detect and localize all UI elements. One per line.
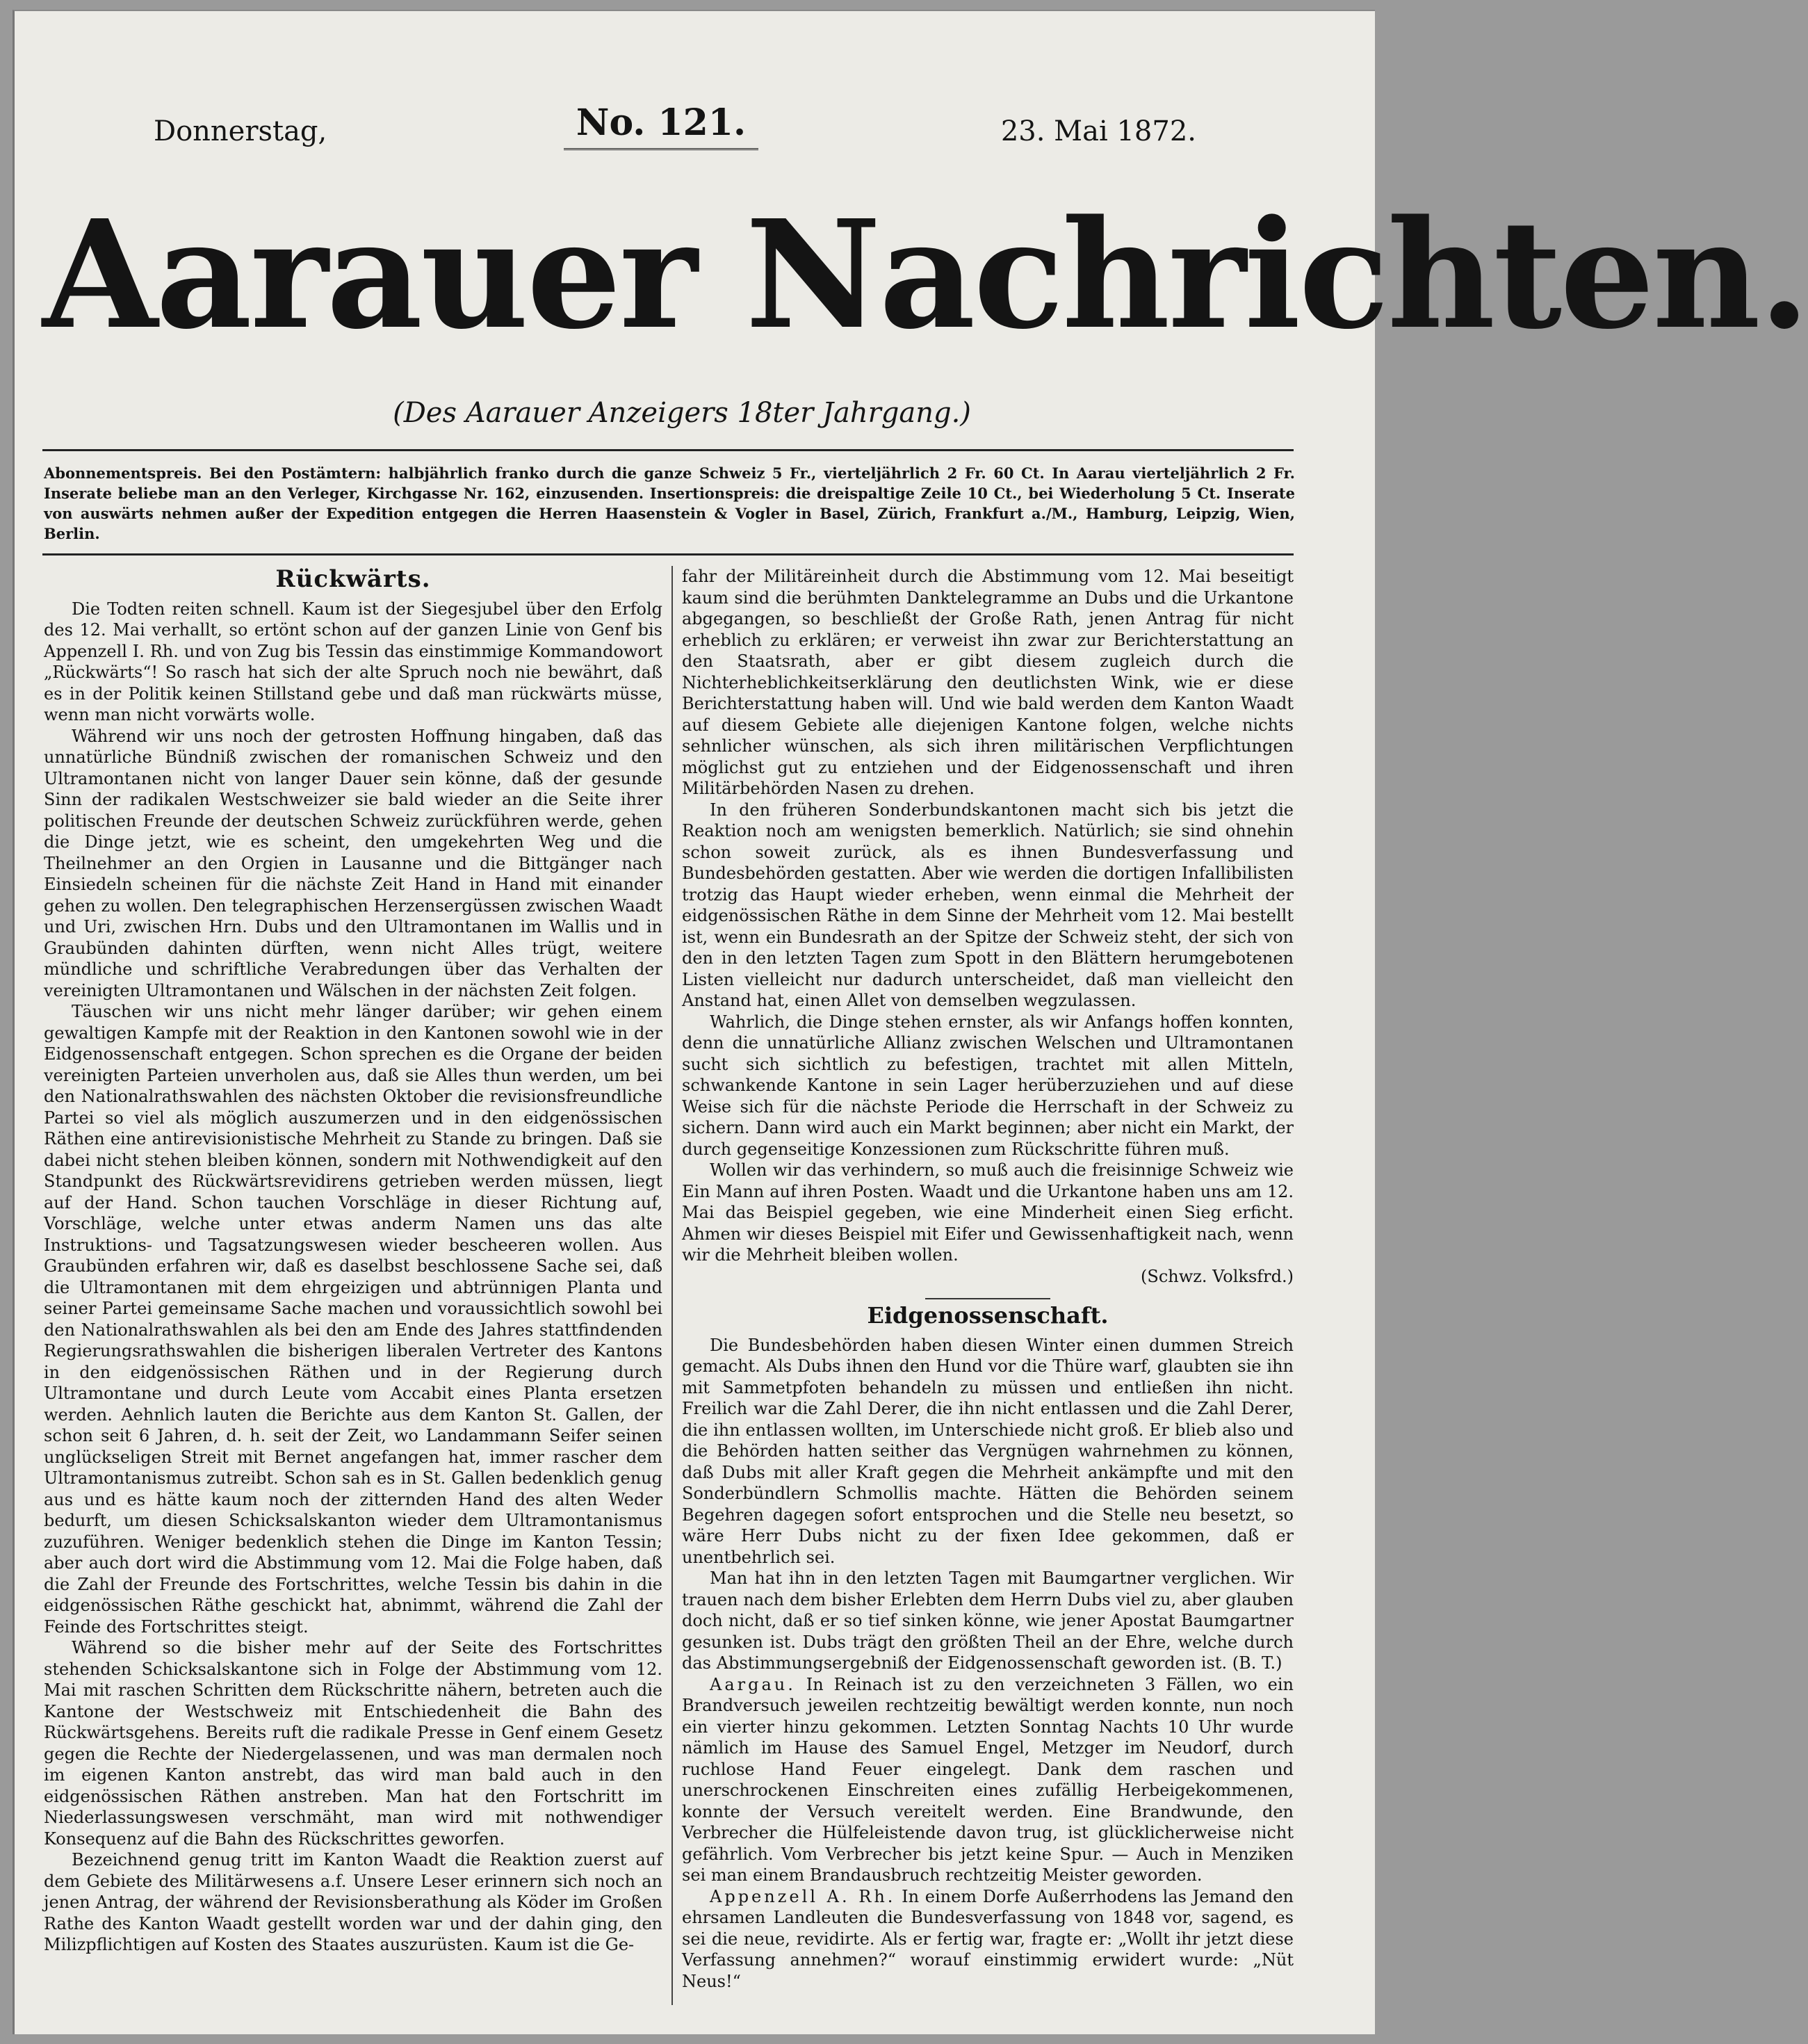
paragraph: Bezeichnend genug tritt im Kanton Waadt die Reaktion zuerst auf dem Gebiete des Militärwesens a.f. Unsere Leser erinnern sich noch an jenen Antrag, der während der Revisionsberathung als Köder im Großen Rathe des Kanton Waadt gestellt worden war und der dahin ging, den Milizpflichtigen auf Kosten des Staates auszurüsten. Kaum ist die Ge- <box>44 1850 662 1954</box>
subscription-rule <box>42 553 1294 555</box>
article-title: Rückwärts. <box>275 565 431 593</box>
paragraph: In den früheren Sonderbundskantonen macht sich bis jetzt die Reaktion noch am wenigsten bemerklich. Natürlich; sie sind ohnehin schon soweit zurück, als es ihnen Bundesverfassung und Bundesbehörden gestatten. Aber wie werden die dortigen Infallibilisten trotzig das Haupt wieder erheben, wenn einmal die Mehrheit der eidgenössischen Räthe in dem Sinne der Mehrheit vom 12. Mai bestellt ist, wenn ein Bundesrath an der Spitze der Schweiz steht, der sich von den in den letzten Tagen zum Spott in den Blättern herumgebotenen Listen vielleicht nur dadurch unterscheidet, daß man vielleicht den Anstand hat, einen Allet von demselben wegzulassen. <box>682 800 1294 1010</box>
right-column <box>682 566 1294 2005</box>
news-text: In einem Dorfe Außerrhodens las Jemand den ehrsamen Landleuten die Bundesverfassung von 1848 vor, sagend, es sei die neue, revidirte. Als er fertig war, fragte er: „Wollt ihr jetzt diese Verfassung annehmen?“ worauf einstimmig erwidert wurde: „Nüt Neus!“ <box>682 1886 1294 1991</box>
issue-date: 23. Mai 1872. <box>1000 115 1196 147</box>
paragraph: Die Bundesbehörden haben diesen Winter einen dummen Streich gemacht. Als Dubs ihnen den Hund vor die Thüre warf, glaubten sie ihn mit Sammetpfoten behandeln zu müssen und entließen ihn nicht. Freilich war die Zahl Derer, die ihn nicht entlassen und die Zahl Derer, die ihn entlassen wollten, im Unterschiede nicht groß. Er blieb also und die Behörden hatten seither das Vergnügen wahrnehmen zu können, daß Dubs mit aller Kraft gegen die Mehrheit ankämpfte und mit den Sonderbündlern Schmollis machte. Hätten die Behörden seinem Begehren dagegen sofort entsprochen und die Stelle neu besetzt, so wäre Herr Dubs nicht zu der fixen Idee gekommen, daß er unentbehrlich sei. <box>682 1335 1294 1567</box>
newspaper-page <box>13 10 1808 2034</box>
paragraph: Man hat ihn in den letzten Tagen mit Baumgartner verglichen. Wir trauen nach dem bisher Erlebten dem Herrn Dubs viel zu, aber glauben doch nicht, daß er so tief sinken könne, wie jener Apostat Baumgartner gesunken ist. Dubs trägt den größten Theil an der Ehre, welche durch das Abstimmungsergebniß der Eidgenossenschaft geworden ist. (B. T.) <box>682 1568 1294 1673</box>
left-column <box>44 566 662 2005</box>
section-title: Eidgenossenschaft. <box>867 1302 1109 1329</box>
article-source: (Schwz. Volksfrd.) <box>1141 1266 1294 1286</box>
dateline-label: Aargau. <box>710 1674 796 1694</box>
newspaper-title: Aarauer Nachrichten. <box>42 188 1808 362</box>
section-rule <box>925 1298 1050 1299</box>
news-item-aargau <box>682 1674 1294 1886</box>
subscription-notice: Abonnementspreis. Bei den Postämtern: halbjährlich franko durch die ganze Schweiz 5 Fr., vierteljährlich 2 Fr. 60 Ct. In Aarau vierteljährlich 2 Fr. Inserate beliebe man an den Verleger, Kirchgasse Nr. 162, einzusenden. Insertionspreis: die dreispaltige Zeile 10 Ct., bei Wiederholung 5 Ct. Inserate von auswärts nehmen außer der Expedition entgegen die Herren Haasenstein & Vogler in Basel, Zürich, Frankfurt a./M., Hamburg, Leipzig, Wien, Berlin. <box>44 464 1295 542</box>
dateline-label: Appenzell A. Rh. <box>710 1886 896 1906</box>
paragraph: Die Todten reiten schnell. Kaum ist der Siegesjubel über den Erfolg des 12. Mai verhallt, so ertönt schon auf der ganzen Linie von Genf bis Appenzell I. Rh. und von Zug bis Tessin das einstimmige Kommandowort „Rückwärts“! So rasch hat sich der alte Spruch noch nie bewährt, daß es in der Politik keinen Stillstand gebe und daß man rückwärts müsse, wenn man nicht vorwärts wolle. <box>44 599 662 724</box>
header-rule <box>42 449 1294 451</box>
issue-number: No. 121. <box>564 102 758 150</box>
paragraph: Während wir uns noch der getrosten Hoffnung hingaben, daß das unnatürliche Bündniß zwischen der romanischen Schweiz und den Ultramontanen nicht von langer Dauer sein könne, daß der gesunde Sinn der radikalen Westschweizer sie bald wieder an die Seite ihrer politischen Freunde der deutschen Schweiz zurückführen werde, gehen die Dinge jetzt, wie es scheint, den umgekehrten Weg und die Theilnehmer an den Orgien in Lausanne und die Bittgänger nach Einsiedeln scheinen für die nächste Zeit Hand in Hand mit einander gehen zu wollen. Den telegraphischen Herzensergüssen zwischen Waadt und Uri, zwischen Hrn. Dubs und den Ultramontanen im Wallis und in Graubünden dahinten dürften, wenn nicht Alles trügt, weitere mündliche und schriftliche Verabredungen über das Verhalten der vereinigten Ultramontanen und Wälschen in der nächsten Zeit folgen. <box>44 726 662 1000</box>
paragraph: Täuschen wir uns nicht mehr länger darüber; wir gehen einem gewaltigen Kampfe mit der Reaktion in den Kantonen sowohl wie in der Eidgenossenschaft entgegen. Schon sprechen es die Organe der beiden vereinigten Parteien unverholen aus, daß sie Alles thun werden, um bei den Nationalrathswahlen des nächsten Oktober die revisionsfreundliche Partei so viel als möglich auszumerzen und in den eidgenössischen Räthen eine antirevisionistische Mehrheit zu Stande zu bringen. Daß sie dabei nicht stehen bleiben können, sondern mit Nothwendigkeit auf den Standpunkt des Rückwärtsrevidirens getrieben werden müssen, liegt auf der Hand. Schon tauchen Vorschläge in dieser Richtung auf, Vorschläge, welche unter etwas anderm Namen uns das alte Instruktions- und Tagsatzungswesen wieder bescheeren wollen. Aus Graubünden erfahren wir, daß es daselbst beschlossene Sache sei, daß die Ultramontanen mit dem ehrgeizigen und abtrünnigen Planta und seiner Partei gemeinsame Sache machen und voraussichtlich sowohl bei den Nationalrathswahlen als bei den am Ende des Jahres stattfindenden Regierungsrathswahlen die bisherigen liberalen Vertreter des Kantons in den eidgenössischen Räthen und in der Regierung durch Ultramontane und durch Leute vom Accabit eines Planta ersetzen werden. Aehnlich lauten die Berichte aus dem Kanton St. Gallen, der schon seit 6 Jahren, d. h. seit der Zeit, wo Landammann Seifer seinen unglückseligen Streit mit Bernet angefangen hat, immer rascher dem Ultramontanismus zutreibt. Schon sah es in St. Gallen bedenklich genug aus und es hätte kaum noch der zitternden Hand des alten Weder bedurft, um diesen Schicksalskanton wieder dem Ultramontanismus zuzuführen. Weniger bedenklich stehen die Dinge im Kanton Tessin; aber auch dort wird die Abstimmung vom 12. Mai die Folge haben, daß die Zahl der Freunde des Fortschrittes, welche Tessin bis dahin in die eidgenössischen Räthe geschickt hat, abnimmt, während die Zahl der Feinde des Fortschrittes steigt. <box>44 1002 662 1637</box>
paragraph: Wahrlich, die Dinge stehen ernster, als wir Anfangs hoffen konnten, denn die unnatürliche Allianz zwischen Welschen und Ultramontanen sucht sich sichtlich zu befestigen, trachtet mit allen Mitteln, schwankende Kantone in sein Lager herüberzuziehen und auf diese Weise sich für die nächste Periode die Herrschaft in der Schweiz zu sichern. Dann wird auch ein Markt beginnen; aber nicht ein Markt, der durch gegenseitige Konzessionen zum Rückschritte führen muß. <box>682 1012 1294 1159</box>
paragraph: fahr der Militäreinheit durch die Abstimmung vom 12. Mai beseitigt kaum sind die berühmten Danktelegramme an Dubs und die Urkantone abgegangen, so beschließt der Große Rath, jenen Antrag für nicht erheblich zu erklären; er verweist ihn zwar zur Berichterstattung an den Staatsrath, aber er gibt diesem zugleich durch die Nichterheblichkeitserklärung den deutlichsten Wink, wie er diese Berichterstattung haben will. Und wie bald werden dem Kanton Waadt auf diesem Gebiete alle diejenigen Kantone folgen, welche nichts sehnlicher wünschen, als sich ihren militärischen Verpflichtungen möglichst gut zu entziehen und der Eidgenossenschaft und ihren Militärbehörden Nasen zu drehen. <box>682 567 1294 798</box>
paragraph: Während so die bisher mehr auf der Seite des Fortschrittes stehenden Schicksalskantone sich in Folge der Abstimmung vom 12. Mai mit raschen Schritten dem Rückschritte nähern, betreten auch die Kantone der Westschweiz mit Entschiedenheit die Bahn des Rückwärtsgehens. Bereits ruft die radikale Presse in Genf einem Gesetz gegen die Rechte der Niedergelassenen, und was man dermalen noch im eigenen Kanton anstrebt, das wird man bald auch in den eidgenössischen Räthen anstreben. Man hat den Fortschritt im Niederlassungswesen verschmäht, man wird mit nothwendiger Konsequenz auf die Bahn des Rückschrittes geworfen. <box>44 1638 662 1849</box>
newspaper-subtitle: (Des Aarauer Anzeigers 18ter Jahrgang.) <box>393 397 971 429</box>
dateline <box>147 102 1196 157</box>
news-text: In Reinach ist zu den verzeichneten 3 Fällen, wo ein Brandversuch jeweilen rechtzeitig bewältigt werden konnte, nun noch ein vierter hinzu gekommen. Letzten Sonntag Nachts 10 Uhr wurde nämlich im Hause des Samuel Engel, Metzger im Neudorf, durch ruchlose Hand Feuer eingelegt. Dank dem raschen und unerschrockenen Einschreiten eines zufällig Herbeigekommenen, konnte der Versuch vereitelt werden. Eine Brandwunde, den Verbrecher die Hülfeleistende davon trug, ist glücklicherweise nicht gefährlich. Vom Verbrecher bis jetzt keine Spur. — Auch in Menziken sei man einem Brandausbruch rechtzeitig Meister geworden. <box>682 1674 1294 1885</box>
news-item-appenzell <box>682 1886 1294 1993</box>
paragraph: Wollen wir das verhindern, so muß auch die freisinnige Schweiz wie Ein Mann auf ihren Posten. Waadt und die Urkantone haben uns am 12. Mai das Beispiel gegeben, wie eine Minderheit einen Sieg erficht. Ahmen wir dieses Beispiel mit Eifer und Gewissenhaftigkeit nach, wenn wir die Mehrheit bleiben wollen. <box>682 1160 1294 1265</box>
issue-day: Donnerstag, <box>154 115 327 147</box>
column-divider <box>671 566 673 2005</box>
